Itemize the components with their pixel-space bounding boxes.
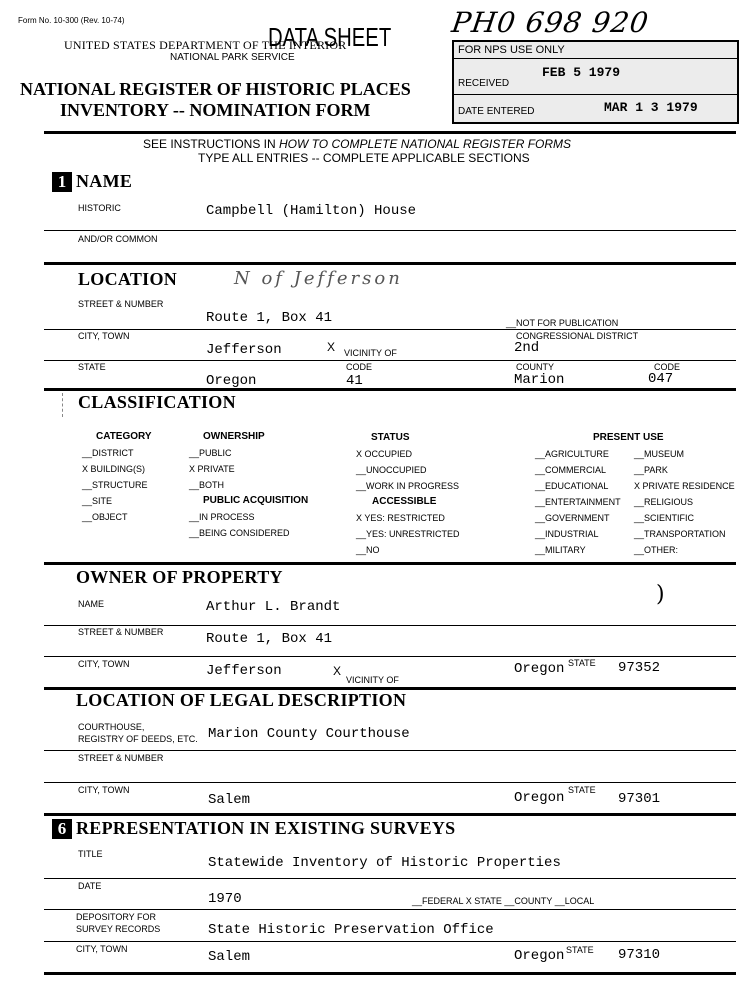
option-government[interactable]: __GOVERNMENT: [535, 513, 610, 523]
category-header: CATEGORY: [96, 431, 152, 442]
state-value: Oregon: [206, 373, 257, 389]
nps-divider: [454, 58, 737, 59]
legal-city: Salem: [208, 792, 251, 808]
option-commercial[interactable]: __COMMERCIAL: [535, 465, 607, 475]
depository-label2: SURVEY RECORDS: [76, 924, 161, 934]
option-industrial[interactable]: __INDUSTRIAL: [535, 529, 599, 539]
section-title: LOCATION: [78, 269, 178, 289]
owner-street-label: STREET & NUMBER: [78, 627, 164, 637]
accessible-header: ACCESSIBLE: [372, 496, 437, 507]
received-label: RECEIVED: [458, 78, 510, 89]
field-divider: [44, 941, 736, 942]
section-divider: [44, 562, 736, 565]
present-use-header: PRESENT USE: [593, 432, 664, 443]
option-both[interactable]: __BOTH: [189, 480, 225, 490]
vicinity-mark: X: [327, 340, 336, 354]
option-entertainment[interactable]: __ENTERTAINMENT: [535, 497, 621, 507]
state-label: STATE: [78, 362, 106, 372]
historic-name: Campbell (Hamilton) House: [206, 203, 417, 219]
owner-vicinity-mark: X: [333, 664, 342, 678]
department-name: UNITED STATES DEPARTMENT OF THE INTERIOR: [64, 38, 347, 52]
survey-date-label: DATE: [78, 881, 102, 891]
nps-use-box: [452, 40, 739, 124]
present-use-col1: [535, 449, 621, 561]
section-title: NAME: [76, 171, 133, 191]
section-divider: [44, 972, 736, 975]
city-label: CITY, TOWN: [78, 331, 130, 341]
field-divider: [44, 230, 736, 231]
option-military[interactable]: __MILITARY: [535, 545, 586, 555]
instructions-emphasis: HOW TO COMPLETE NATIONAL REGISTER FORMS: [279, 137, 572, 151]
data-sheet-stamp: DATA SHEET: [268, 22, 392, 52]
owner-state: Oregon: [514, 661, 565, 677]
section-divider: [44, 813, 736, 816]
field-divider: [44, 656, 736, 657]
nps-header: FOR NPS USE ONLY: [458, 44, 565, 56]
section-surveys-heading: [52, 818, 456, 839]
option-transportation[interactable]: __TRANSPORTATION: [634, 529, 726, 539]
survey-state-label: STATE: [566, 945, 594, 955]
option-unoccupied[interactable]: __UNOCCUPIED: [356, 465, 427, 475]
field-divider: [44, 625, 736, 626]
congressional-district-label: CONGRESSIONAL DISTRICT: [516, 331, 639, 341]
option-agriculture[interactable]: __AGRICULTURE: [535, 449, 609, 459]
owner-name-label: NAME: [78, 599, 105, 609]
option-scientific[interactable]: __SCIENTIFIC: [634, 513, 695, 523]
legal-zip: 97301: [618, 791, 661, 807]
option-being-considered[interactable]: __BEING CONSIDERED: [189, 528, 290, 538]
city-value: Jefferson: [206, 342, 282, 358]
accessible-list: [356, 513, 460, 561]
pen-mark: ): [656, 582, 665, 607]
common-label: AND/OR COMMON: [78, 234, 158, 244]
date-entered-label: DATE ENTERED: [458, 106, 535, 117]
owner-state-label: STATE: [568, 658, 596, 668]
vicinity-label: VICINITY OF: [344, 348, 397, 358]
county-value: Marion: [514, 372, 565, 388]
owner-city: Jefferson: [206, 663, 282, 679]
section-divider: [44, 131, 736, 134]
option-work-in-progress[interactable]: __WORK IN PROGRESS: [356, 481, 460, 491]
form-title-line2: INVENTORY -- NOMINATION FORM: [60, 100, 371, 120]
courthouse-label: COURTHOUSE,: [78, 722, 145, 732]
option-park[interactable]: __PARK: [634, 465, 668, 475]
received-date: FEB 5 1979: [542, 65, 621, 80]
option-private[interactable]: X PRIVATE: [189, 464, 235, 474]
owner-street: Route 1, Box 41: [206, 631, 333, 647]
instructions-line1: [143, 137, 571, 151]
nps-divider: [454, 94, 737, 95]
state-code: 41: [346, 373, 363, 389]
option-educational[interactable]: __EDUCATIONAL: [535, 481, 609, 491]
section-number: 6: [52, 819, 72, 839]
courthouse-value: Marion County Courthouse: [208, 726, 410, 742]
option-museum[interactable]: __MUSEUM: [634, 449, 685, 459]
section-title: CLASSIFICATION: [78, 392, 236, 412]
option-no[interactable]: __NO: [356, 545, 380, 555]
option-object[interactable]: __OBJECT: [82, 512, 128, 522]
handwritten-id: PH0 698 920: [449, 6, 652, 39]
legal-state: Oregon: [514, 790, 565, 806]
option-structure[interactable]: __STRUCTURE: [82, 480, 148, 490]
section-title: OWNER OF PROPERTY: [76, 567, 283, 587]
survey-title: Statewide Inventory of Historic Properties: [208, 855, 561, 871]
field-divider: [44, 750, 736, 751]
option-private-residence[interactable]: X PRIVATE RESIDENCE: [634, 481, 735, 491]
owner-city-label: CITY, TOWN: [78, 659, 130, 669]
owner-zip: 97352: [618, 660, 661, 676]
acquisition-list: [189, 512, 290, 544]
option-religious[interactable]: __RELIGIOUS: [634, 497, 694, 507]
depository-value: State Historic Preservation Office: [208, 922, 494, 938]
section-divider: [44, 388, 736, 391]
section-number: 1: [52, 172, 72, 192]
legal-state-label: STATE: [568, 785, 596, 795]
field-divider: [44, 782, 736, 783]
not-for-publication: __NOT FOR PUBLICATION: [506, 318, 619, 328]
category-list: [82, 448, 148, 528]
field-divider: [44, 909, 736, 910]
section-title: LOCATION OF LEGAL DESCRIPTION: [76, 690, 407, 710]
ownership-list: [189, 448, 235, 496]
status-header: STATUS: [371, 432, 410, 443]
street-value: Route 1, Box 41: [206, 310, 333, 326]
option-occupied[interactable]: X OCCUPIED: [356, 449, 413, 459]
field-divider: [44, 878, 736, 879]
instructions-line2: TYPE ALL ENTRIES -- COMPLETE APPLICABLE SECTIONS: [198, 151, 530, 165]
county-code: 047: [648, 371, 674, 387]
section-name-heading: [52, 171, 132, 192]
option-yes-restricted[interactable]: X YES: RESTRICTED: [356, 513, 445, 523]
registry-label: REGISTRY OF DEEDS, ETC.: [78, 734, 198, 744]
status-list: [356, 449, 459, 497]
option-buildings[interactable]: X BUILDING(S): [82, 464, 146, 474]
option-yes-unrestricted[interactable]: __YES: UNRESTRICTED: [356, 529, 460, 539]
public-acquisition-header: PUBLIC ACQUISITION: [203, 495, 309, 506]
legal-street-label: STREET & NUMBER: [78, 753, 164, 763]
ownership-header: OWNERSHIP: [203, 431, 265, 442]
service-name: NATIONAL PARK SERVICE: [170, 52, 295, 63]
street-label: STREET & NUMBER: [78, 299, 164, 309]
survey-title-label: TITLE: [78, 849, 103, 859]
date-entered-value: MAR 1 3 1979: [604, 100, 698, 115]
survey-state: Oregon: [514, 948, 565, 964]
survey-city-label: CITY, TOWN: [76, 944, 128, 954]
margin-mark: [62, 393, 63, 417]
depository-label1: DEPOSITORY FOR: [76, 912, 157, 922]
option-district[interactable]: __DISTRICT: [82, 448, 134, 458]
option-site[interactable]: __SITE: [82, 496, 113, 506]
option-public[interactable]: __PUBLIC: [189, 448, 232, 458]
owner-name: Arthur L. Brandt: [206, 599, 341, 615]
option-in-process[interactable]: __IN PROCESS: [189, 512, 255, 522]
field-divider: [44, 360, 736, 361]
county-code-label: CODE: [654, 362, 681, 372]
county-label: COUNTY: [516, 362, 554, 372]
congressional-district: 2nd: [514, 340, 540, 356]
option-other[interactable]: __OTHER:: [634, 545, 679, 555]
section-divider: [44, 262, 736, 265]
instructions-prefix: SEE INSTRUCTIONS IN: [143, 137, 280, 151]
present-use-col2: [634, 449, 735, 561]
handwritten-note: N of Jefferson: [234, 268, 403, 289]
historic-label: HISTORIC: [78, 203, 121, 213]
section-title: REPRESENTATION IN EXISTING SURVEYS: [76, 818, 456, 838]
survey-date: 1970: [208, 891, 242, 907]
form-title-line1: NATIONAL REGISTER OF HISTORIC PLACES: [20, 79, 411, 99]
owner-vicinity-label: VICINITY OF: [346, 675, 399, 685]
state-code-label: CODE: [346, 362, 373, 372]
survey-zip: 97310: [618, 947, 661, 963]
field-divider: [44, 329, 736, 330]
legal-city-label: CITY, TOWN: [78, 785, 130, 795]
survey-city: Salem: [208, 949, 251, 965]
survey-levels: __FEDERAL X STATE __COUNTY __LOCAL: [412, 896, 595, 906]
form-number: Form No. 10-300 (Rev. 10-74): [18, 16, 125, 25]
